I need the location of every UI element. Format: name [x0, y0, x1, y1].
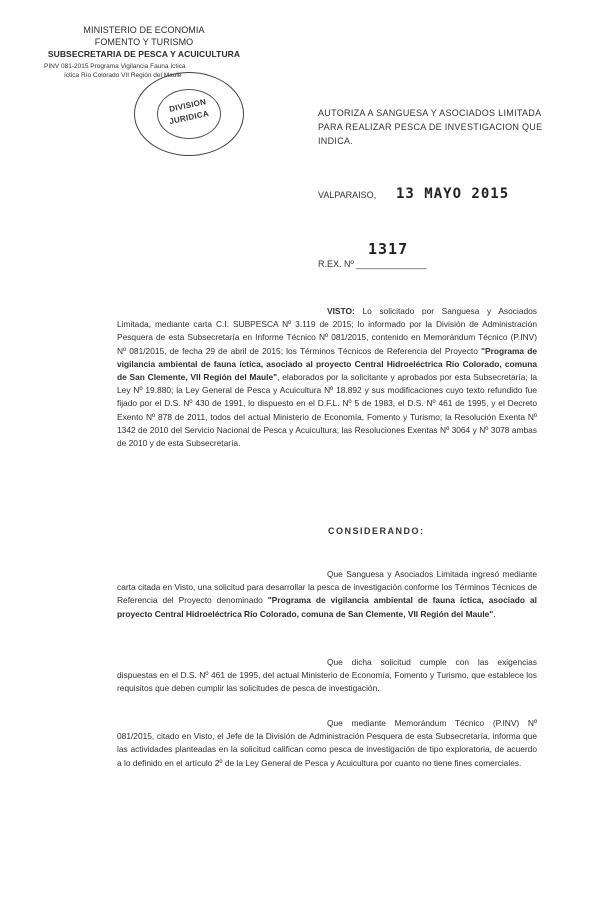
visto-paragraph	[117, 305, 537, 450]
c1-text-a: Que Sanguesa y Asociados Limitada ingresó mediante carta citada en Visto, una solicitud para desarrollar la pesca de investigación conforme los Términos Técnicos de Referencia del Proyecto denominado	[117, 569, 537, 606]
file-reference-2: íctica Río Colorado VII Región del Maule	[64, 72, 182, 79]
resolution-label: R.EX. Nº ______________	[318, 259, 427, 269]
visto-project-title: "Programa de vigilancia ambiental de fauna íctica, asociado al proyecto Central Hidroeléctrica Río Colorado, comuna de San Clemente, VII Región del Maule"	[117, 345, 537, 383]
visto-heading: VISTO:	[327, 306, 355, 316]
considerando-paragraph-1	[117, 568, 537, 621]
considerando-paragraph-2	[117, 656, 537, 696]
ministry-name: MINISTERIO DE ECONOMIA	[83, 25, 205, 35]
stamp-text-juridica: JURIDICA	[168, 108, 210, 127]
visto-text-b: , elaborados por la solicitante y aprobados por esta Subsecretaría; la Ley Nº 19.880; la Ley General de Pesca y Acuicultura Nº 18.892 y sus modificaciones cuyo texto refundido fue fijado por el D.S. Nº 430 de 1991, lo dispuesto en el D.F.L. Nº 5 de 1983, el D.S. Nº 461 de 1995, y el Decreto Exento Nº 878 de 2011, todos del actual Ministerio de Economía, Fomento y Turismo; la Resolución Exenta Nº 1342 de 2010 del Servicio Nacional de Pesca y Acuicultura; las Resoluciones Exentas Nº 3064 y Nº 3078 ambas de 2010 y de esta Subsecretaría.	[117, 372, 538, 449]
c1-project-title: "Programa de vigilancia ambiental de fauna íctica, asociado al proyecto Central Hidroeléctrica Río Colorado, comuna de San Clemente, VII Región del Maule"	[117, 595, 537, 619]
letterhead	[44, 24, 244, 80]
visto-text-a: Lo solicitado por Sanguesa y Asociados Limitada, mediante carta C.I. SUBPESCA Nº 3.119 de 2015; lo informado por la División de Administración Pesquera de esta Subsecretaría en Informe Técnico Nº 081/2015, contenido en Memorándum Técnico (P.INV) Nº 081/2015, de fecha 29 de abril de 2015; los Términos Técnicos de Referencia del Proyecto	[117, 306, 537, 356]
considerando-heading: CONSIDERANDO:	[328, 526, 425, 536]
considerando-paragraph-3	[117, 717, 537, 770]
ministry-subtitle: FOMENTO Y TURISMO	[94, 37, 194, 47]
stamp-text-division: DIVISION	[168, 97, 208, 114]
date-city: VALPARAISO,	[318, 190, 377, 200]
c1-text-b: .	[493, 608, 496, 619]
file-reference: PINV 081-2015 Programa Vigilancia Fauna íctica	[44, 63, 186, 70]
date-stamp: 13 MAYO 2015	[396, 186, 510, 202]
division-juridica-stamp	[134, 72, 244, 156]
resolution-number: 1317	[368, 240, 409, 258]
subsecretaria-name: SUBSECRETARIA DE PESCA Y ACUICULTURA	[47, 49, 241, 59]
resolution-subject: AUTORIZA A SANGUESA Y ASOCIADOS LIMITADA PARA REALIZAR PESCA DE INVESTIGACION QUE INDICA.	[318, 108, 543, 146]
c3-text: Que mediante Memorándum Técnico (P.INV) Nº 081/2015, citado en Visto, el Jefe de la División de Administración Pesquera de esta Subsecretaría, informa que las actividades planteadas en la solicitud califican como pesca de investigación de tipo exploratoria, de acuerdo a lo definido en el artículo 2º de la Ley General de Pesca y Acuicultura por cuanto no tiene fines comerciales.	[117, 718, 537, 768]
c2-text: Que dicha solicitud cumple con las exigencias dispuestas en el D.S. Nº 461 de 1995, del actual Ministerio de Economía, Fomento y Turismo, que establece los requisitos que deben cumplir las solicitudes de pesca de investigación.	[117, 657, 537, 694]
